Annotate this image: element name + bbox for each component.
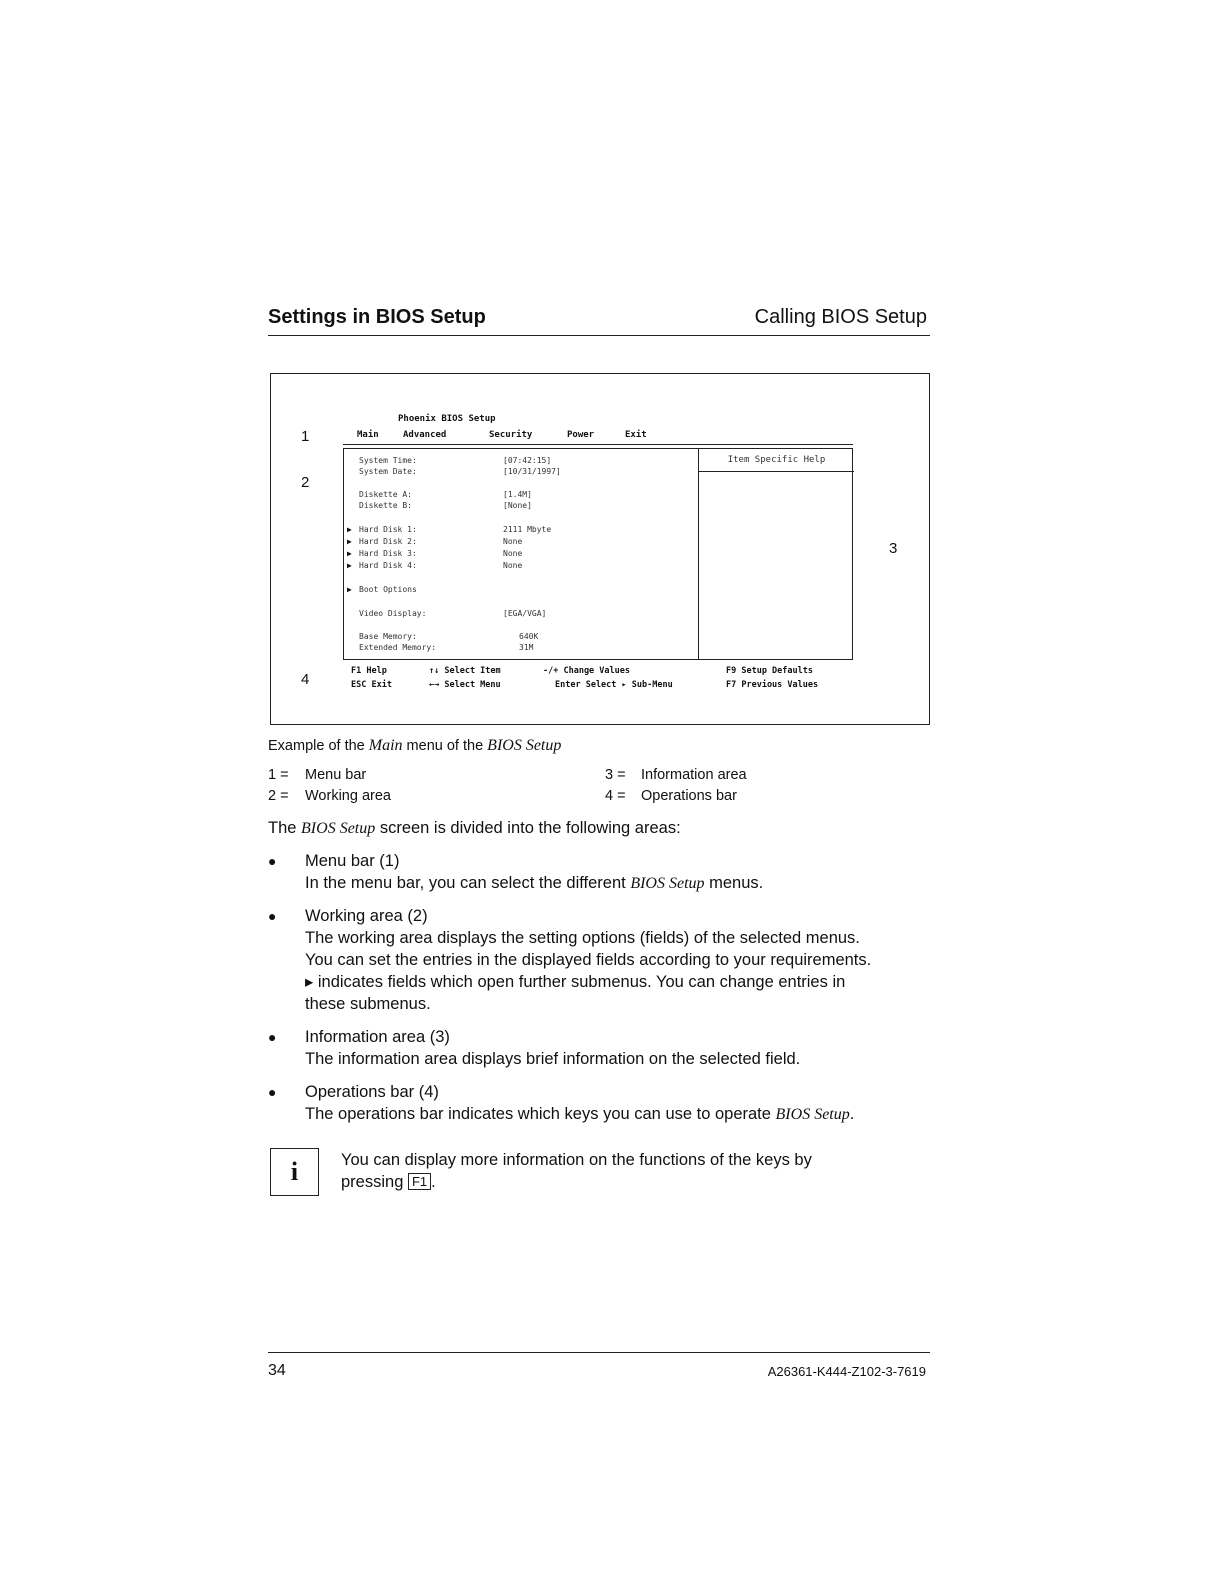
submenu-arrow-icon: ▶ [347, 585, 352, 594]
bios-title: Phoenix BIOS Setup [398, 414, 496, 424]
callout-1: 1 [301, 428, 310, 445]
bios-field-value: [1.4M] [503, 490, 532, 499]
bios-menu-advanced: Advanced [403, 430, 447, 440]
submenu-arrow-icon: ▶ [347, 549, 352, 558]
callout-2: 2 [301, 474, 310, 491]
section-title: Settings in BIOS Setup [268, 306, 486, 328]
header-rule [268, 335, 930, 336]
submenu-arrow-icon: ▶ [347, 537, 352, 546]
bullet-operations-bar: Operations bar (4) The operations bar indicates which keys you can use to operate BIOS Setup. [305, 1083, 855, 1123]
bullet-information-area: Information area (3) The information area displays brief information on the selected field. [305, 1028, 801, 1068]
bios-menu-exit: Exit [625, 430, 647, 440]
bios-field-label: Diskette B: [359, 501, 412, 510]
bios-field-label: Boot Options [359, 585, 417, 594]
bullet-menu-bar: Menu bar (1) In the menu bar, you can select the different BIOS Setup menus. [305, 852, 764, 892]
bios-field-label: System Time: [359, 456, 417, 465]
bullet-dot-3: ● [268, 1029, 277, 1045]
figure-caption: Example of the Main menu of the BIOS Setup [268, 737, 562, 754]
bios-menu-power: Power [567, 430, 595, 440]
bios-field-value: 640K [519, 632, 539, 641]
op-select-submenu: Enter Select ▸ Sub-Menu [555, 680, 673, 690]
bios-field-label: Video Display: [359, 609, 427, 618]
bios-menu-security: Security [489, 430, 533, 440]
bios-menu-main: Main [357, 430, 379, 440]
legend-key-3: 3 = [605, 767, 626, 783]
legend-label-3: Information area [641, 767, 747, 783]
bios-menu-underline [343, 444, 853, 445]
op-select-menu: ←→ Select Menu [429, 680, 501, 690]
submenu-arrow-icon: ▶ [347, 525, 352, 534]
bios-information-area [698, 448, 853, 660]
info-icon: i [270, 1148, 319, 1196]
bios-field-label: Base Memory: [359, 632, 417, 641]
callout-4: 4 [301, 671, 310, 688]
callout-3: 3 [889, 540, 898, 557]
legend-key-4: 4 = [605, 788, 626, 804]
bios-field-label: Hard Disk 4: [359, 561, 417, 570]
bios-field-value: [10/31/1997] [503, 467, 561, 476]
help-title: Item Specific Help [699, 448, 854, 472]
f1-key: F1 [408, 1173, 431, 1190]
bios-figure [270, 373, 930, 725]
bios-field-value: [07:42:15] [503, 456, 552, 465]
legend-label-1: Menu bar [305, 767, 367, 783]
legend-key-1: 1 = [268, 767, 289, 783]
bios-field-label: Extended Memory: [359, 643, 437, 652]
op-previous-values: F7 Previous Values [726, 680, 819, 690]
page-number: 34 [268, 1362, 286, 1379]
op-change-values: -/+ Change Values [543, 666, 630, 676]
bios-field-value: None [503, 537, 523, 546]
legend-label-4: Operations bar [641, 788, 737, 804]
bios-field-value: 31M [519, 643, 534, 652]
op-select-item: ↑↓ Select Item [429, 666, 501, 676]
bios-field-value: None [503, 549, 523, 558]
bios-field-label: Hard Disk 1: [359, 525, 417, 534]
doc-number: A26361-K444-Z102-3-7619 [767, 1364, 926, 1379]
bullet-dot-2: ● [268, 908, 277, 924]
bullet-working-area: Working area (2) The working area displays the setting options (fields) of the selected menus. You can set the entries in the displayed fields according to your requirements. ▸ indicates fields which open further submenus. You can change entries in these submenus. [305, 907, 872, 1013]
note-text: You can display more information on the functions of the keys by pressing F1 . [341, 1151, 812, 1191]
bios-field-value: None [503, 561, 523, 570]
footer-rule [268, 1352, 930, 1353]
submenu-arrow-icon: ▶ [347, 561, 352, 570]
bios-field-value: [EGA/VGA] [503, 609, 547, 618]
bios-field-label: Hard Disk 2: [359, 537, 417, 546]
bullet-dot-4: ● [268, 1084, 277, 1100]
intro-paragraph: The BIOS Setup screen is divided into the following areas: [268, 819, 681, 837]
legend-label-2: Working area [305, 788, 391, 804]
bullet-dot-1: ● [268, 853, 277, 869]
op-exit: ESC Exit [351, 680, 392, 690]
bios-field-label: Hard Disk 3: [359, 549, 417, 558]
bios-field-label: System Date: [359, 467, 417, 476]
op-help: F1 Help [351, 666, 387, 676]
op-setup-defaults: F9 Setup Defaults [726, 666, 813, 676]
bios-field-value: 2111 Mbyte [503, 525, 552, 534]
bios-field-label: Diskette A: [359, 490, 412, 499]
bios-field-value: [None] [503, 501, 532, 510]
legend-key-2: 2 = [268, 788, 289, 804]
topic-title: Calling BIOS Setup [754, 306, 927, 328]
